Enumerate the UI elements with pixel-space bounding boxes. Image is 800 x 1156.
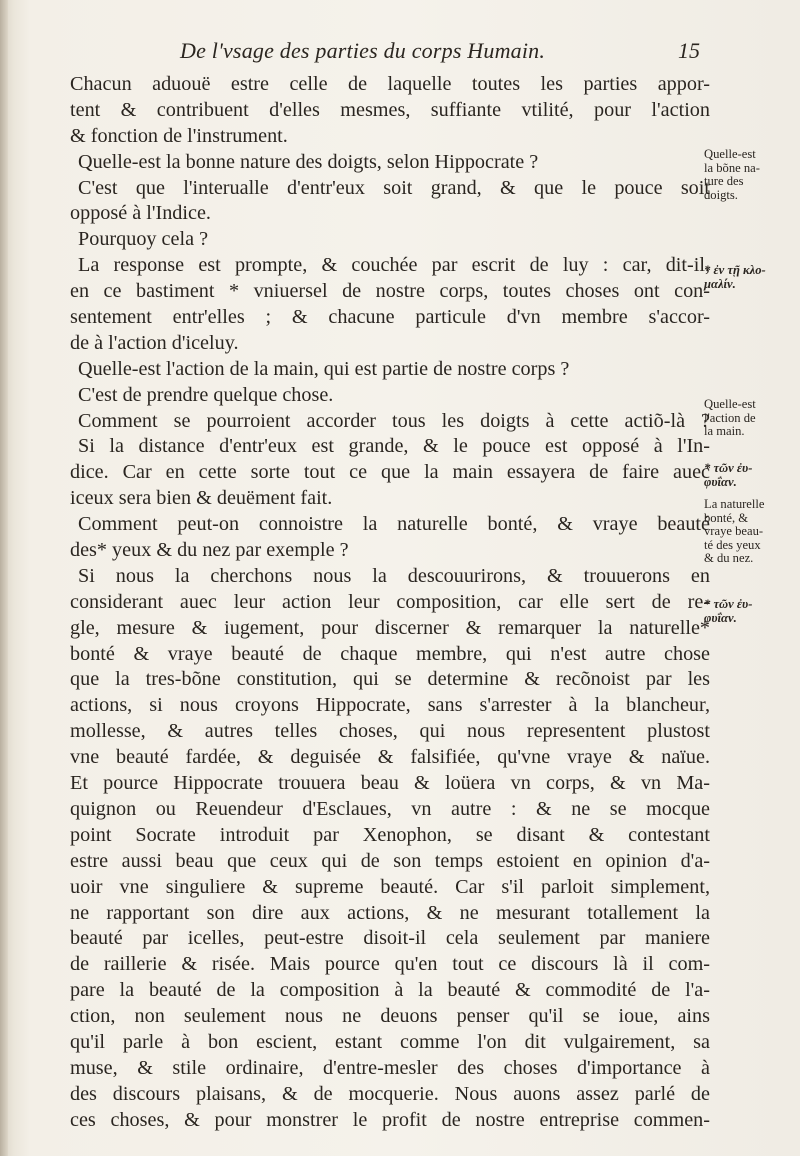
marginal-note-line: la main. [704, 424, 745, 438]
marginal-note [704, 148, 796, 202]
marginal-note-line: doigts. [704, 187, 738, 202]
running-title: De l'vsage des parties du corps Humain. [180, 38, 546, 63]
text-line: Quelle-est la bonne nature des doigts, selon Hippocrate ? [78, 150, 539, 173]
text-line: quignon ou Reuendeur d'Esclaues, vn autre : & ne se mocque [70, 797, 710, 820]
text-line: tent & contribuent d'elles mesmes, suffiante vtilité, pour l'action [70, 98, 710, 121]
greek-gloss-note [704, 462, 796, 489]
text-line: des* yeux & du nez par exemple ? [70, 539, 349, 562]
text-line: ces choses, & pour monstrer le profit de nostre entreprise commen- [70, 1108, 710, 1131]
text-line: Quelle-est l'action de la main, qui est partie de nostre corps ? [78, 357, 570, 380]
marginal-note-line: té des yeux [704, 537, 761, 552]
text-line: sentement entr'elles ; & chacune particule d'vn membre s'accor- [70, 306, 710, 329]
marginal-note-line: * ἐν τῇ κλο- [704, 263, 766, 277]
text-line: iceux sera bien & deuëment fait. [70, 487, 333, 510]
text-line: uoir vne singuliere & supreme beauté. Car s'il parloit simplement, [70, 875, 710, 898]
marginal-note-line: Quelle-est [704, 147, 756, 161]
text-line: Comment se pourroient accorder tous les doigts à cette actiõ-là ? [78, 409, 710, 432]
text-line: Si la distance d'entr'eux est grande, & le pouce est opposé à l'In- [78, 435, 710, 458]
text-line: que la tres-bõne constitution, qui se determine & recõnoist par les [70, 668, 710, 691]
text-line: Et pource Hippocrate trouuera beau & loüera vn corps, & vn Ma- [70, 772, 710, 795]
text-line: en ce bastiment * vniuersel de nostre corps, toutes choses ont con- [70, 280, 710, 303]
marginal-note-line: μαλίν. [704, 276, 736, 291]
text-line: C'est de prendre quelque chose. [78, 383, 334, 406]
marginal-note-line: & du nez. [704, 551, 754, 565]
page-number: 15 [678, 38, 700, 63]
marginal-note-line: φυΐαν. [704, 610, 737, 625]
marginal-note-line: La naturelle [704, 497, 765, 511]
text-line: bonté & vraye beauté de chaque membre, qui n'est autre chose [70, 642, 710, 665]
marginal-note-line: Quelle-est [704, 397, 756, 411]
text-line: actions, si nous croyons Hippocrate, sans s'arrester à la blancheur, [70, 694, 710, 717]
text-line: Si nous la cherchons nous la descouurirons, & trouuerons en [78, 564, 710, 587]
marginal-note-line: l'action de [704, 410, 756, 425]
text-line: point Socrate introduit par Xenophon, se disant & contestant [70, 823, 710, 846]
marginal-note-line: ture des [704, 174, 744, 188]
text-line: des discours plaisans, & de mocquerie. Nous auons assez parlé de [70, 1082, 710, 1105]
text-line: dice. Car en cette sorte tout ce que la main essayera de faire auec [70, 461, 710, 484]
text-line: gle, mesure & iugement, pour discerner & remarquer la naturelle* [70, 616, 710, 639]
text-line: & fonction de l'instrument. [70, 124, 288, 147]
body-text [70, 72, 710, 1134]
marginal-note-line: la bõne na- [704, 160, 760, 175]
text-line: ne rapportant son dire aux actions, & ne mesurant totallement la [70, 901, 710, 924]
text-line: ction, non seulement nous ne deuons penser qu'il se ioue, ains [70, 1005, 710, 1028]
marginal-note-line: vraye beau- [704, 524, 764, 538]
text-line: Comment peut-on connoistre la naturelle bonté, & vraye beauté [78, 513, 710, 536]
marginal-note-line: bonté, & [704, 510, 749, 525]
text-line: estre aussi beau que ceux qui de son temps estoient en opinion d'a- [70, 849, 710, 872]
text-line: considerant auec leur action leur composition, car elle sert de re- [70, 590, 710, 613]
page-gutter [0, 0, 8, 1156]
marginal-note-line: * τῶν ἐυ- [704, 597, 753, 611]
marginal-note [704, 398, 796, 439]
marginal-note-line: * τῶν ἐυ- [704, 461, 753, 475]
text-line: mollesse, & autres telles choses, qui nous representent plustost [70, 720, 710, 743]
text-line: Pourquoy cela ? [78, 228, 209, 251]
page-header [180, 38, 700, 70]
greek-gloss-note [704, 598, 796, 625]
text-line: de à l'action d'iceluy. [70, 331, 239, 354]
text-line: C'est que l'interualle d'entr'eux soit grand, & que le pouce soit [78, 176, 710, 199]
text-line: vne beauté fardée, & deguisée & falsifiée, qu'vne vraye & naïue. [70, 746, 710, 769]
text-line: beauté par icelles, peut-estre disoit-il cela seulement par maniere [70, 927, 710, 950]
marginal-note-line: φυΐαν. [704, 474, 737, 489]
text-line: pare la beauté de la composition à la beauté & commodité de l'a- [70, 979, 710, 1002]
text-line: muse, & stile ordinaire, d'entre-mesler des choses d'importance à [70, 1056, 710, 1079]
text-line: qu'il parle à bon escient, estant comme l'on dit vulgairement, sa [70, 1030, 710, 1053]
text-line: La response est prompte, & couchée par escrit de luy : car, dit-il, [78, 254, 710, 277]
text-line: opposé à l'Indice. [70, 202, 211, 225]
text-line: Chacun aduouë estre celle de laquelle toutes les parties appor- [70, 73, 710, 95]
text-line: de raillerie & risée. Mais pource qu'en tout ce discours là il com- [70, 953, 710, 976]
greek-gloss-note [704, 264, 796, 291]
marginal-note [704, 498, 796, 566]
